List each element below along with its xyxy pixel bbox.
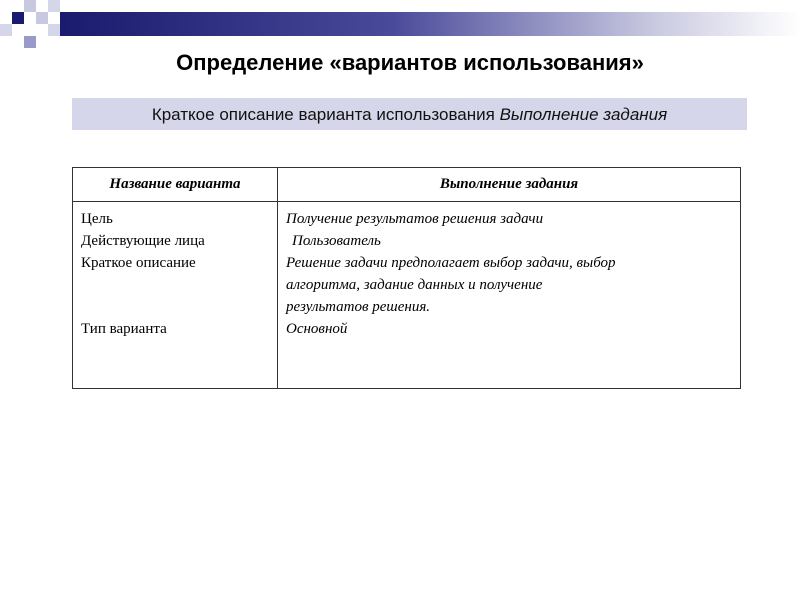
label-type: Тип варианта — [81, 321, 167, 337]
subtitle-bar — [72, 98, 747, 130]
value-type: Основной — [286, 321, 348, 337]
decor-square — [48, 0, 60, 12]
value-summary-line2: алгоритма, задание данных и получение — [286, 277, 543, 293]
header-gradient-bar — [60, 12, 800, 36]
decor-square — [48, 24, 60, 36]
value-summary-line1: Решение задачи предполагает выбор задачи, выбор — [286, 255, 616, 271]
value-actors: Пользователь — [292, 233, 381, 249]
label-actors: Действующие лица — [81, 233, 205, 249]
value-summary-line3: результатов решения. — [286, 299, 431, 315]
decor-square — [24, 36, 36, 48]
values-cell — [278, 202, 741, 389]
subtitle-emphasis: Выполнение задания — [499, 105, 668, 124]
slide-title: Определение «вариантов использования» — [176, 50, 644, 75]
decor-square — [24, 0, 36, 12]
decor-square — [12, 12, 24, 24]
subtitle-prefix: Краткое описание варианта использования — [151, 105, 495, 124]
decor-square — [36, 12, 48, 24]
table-header-row — [73, 168, 741, 202]
header-value-column: Выполнение задания — [278, 168, 741, 202]
header-name-column: Название варианта — [73, 168, 278, 202]
table-row — [73, 202, 741, 389]
labels-cell — [73, 202, 278, 389]
label-summary: Краткое описание — [81, 255, 196, 271]
decor-square — [0, 24, 12, 36]
label-goal: Цель — [81, 211, 113, 227]
value-goal: Получение результатов решения задачи — [286, 211, 544, 227]
use-case-table — [72, 167, 741, 389]
